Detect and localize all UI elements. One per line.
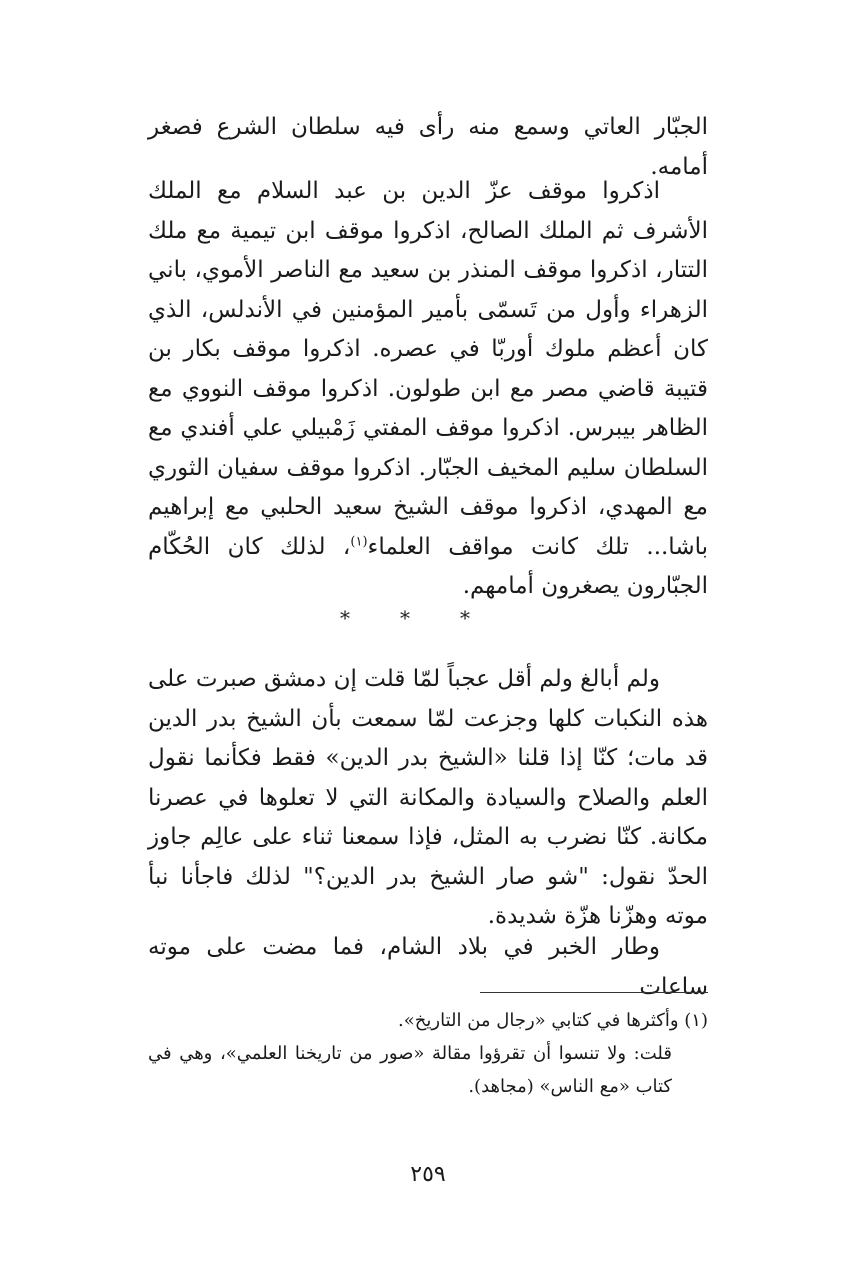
footnote-reference: (١) <box>350 533 368 549</box>
paragraph-4-text: وطار الخبر في بلاد الشام، فما مضت على موته ساعات <box>148 934 708 1000</box>
section-separator <box>340 606 470 630</box>
star-glyph-2: * <box>400 606 410 630</box>
paragraph-1-text: الجبّار العاتي وسمع منه رأى فيه سلطان الشرع فصغر أمامه. <box>148 114 708 180</box>
paragraph-3-text: ولم أبالغ ولم أقل عجباً لمّا قلت إن دمشق صبرت على هذه النكبات كلها وجزعت لمّا سمعت بأن الشيخ بدر الدين قد مات؛ كنّا إذا قلنا «الشيخ بدر الدين» فقط فكأنما نقول العلم والصلاح والسيادة والمكانة التي لا تعلوها في عصرنا مكانة. كنّا نضرب به المثل، فإذا سمعنا ثناء على عالِم جاوز الحدّ نقول: "شو صار الشيخ بدر الدين؟" لذلك فاجأنا نبأ موته وهزّنا هزّة شديدة. <box>148 666 708 929</box>
star-glyph-3: * <box>340 606 350 630</box>
paragraph-4 <box>148 928 708 1007</box>
paragraph-2 <box>148 172 708 607</box>
footnote-divider <box>480 992 708 993</box>
paragraph-2-ending: ، لذلك كان الحُكّام الجبّارون يصغرون أمامهم. <box>148 533 708 599</box>
paragraph-3 <box>148 660 708 937</box>
paragraph-2-text: اذكروا موقف عزّ الدين بن عبد السلام مع الملك الأشرف ثم الملك الصالح، اذكروا موقف ابن تيمية مع ملك التتار، اذكروا موقف المنذر بن سعيد مع الناصر الأموي، باني الزهراء وأول من تَسمّى بأمير المؤمنين في الأندلس، الذي كان أعظم ملوك أوربّا في عصره. اذكروا موقف بكار بن قتيبة قاضي مصر مع ابن طولون. اذكروا موقف النووي مع الظاهر بيبرس. اذكروا موقف المفتي زَمْبيلي علي أفندي مع السلطان سليم المخيف الجبّار. اذكروا موقف سفيان الثوري مع المهدي، اذكروا موقف الشيخ سعيد الحلبي مع إبراهيم باشا... تلك كانت مواقف العلماء <box>148 178 708 560</box>
page-number: ٢٥٩ <box>410 1162 446 1187</box>
star-glyph-1: * <box>460 606 470 630</box>
footnote-1: (١) وأكثرها في كتابي «رجال من التاريخ». <box>398 1010 708 1031</box>
footnotes <box>148 1004 708 1103</box>
footnote-1-continuation: قلت: ولا تنسوا أن تقرؤوا مقالة «صور من تاريخنا العلمي»، وهي في كتاب «مع الناس» (مجاهد). <box>148 1043 672 1097</box>
